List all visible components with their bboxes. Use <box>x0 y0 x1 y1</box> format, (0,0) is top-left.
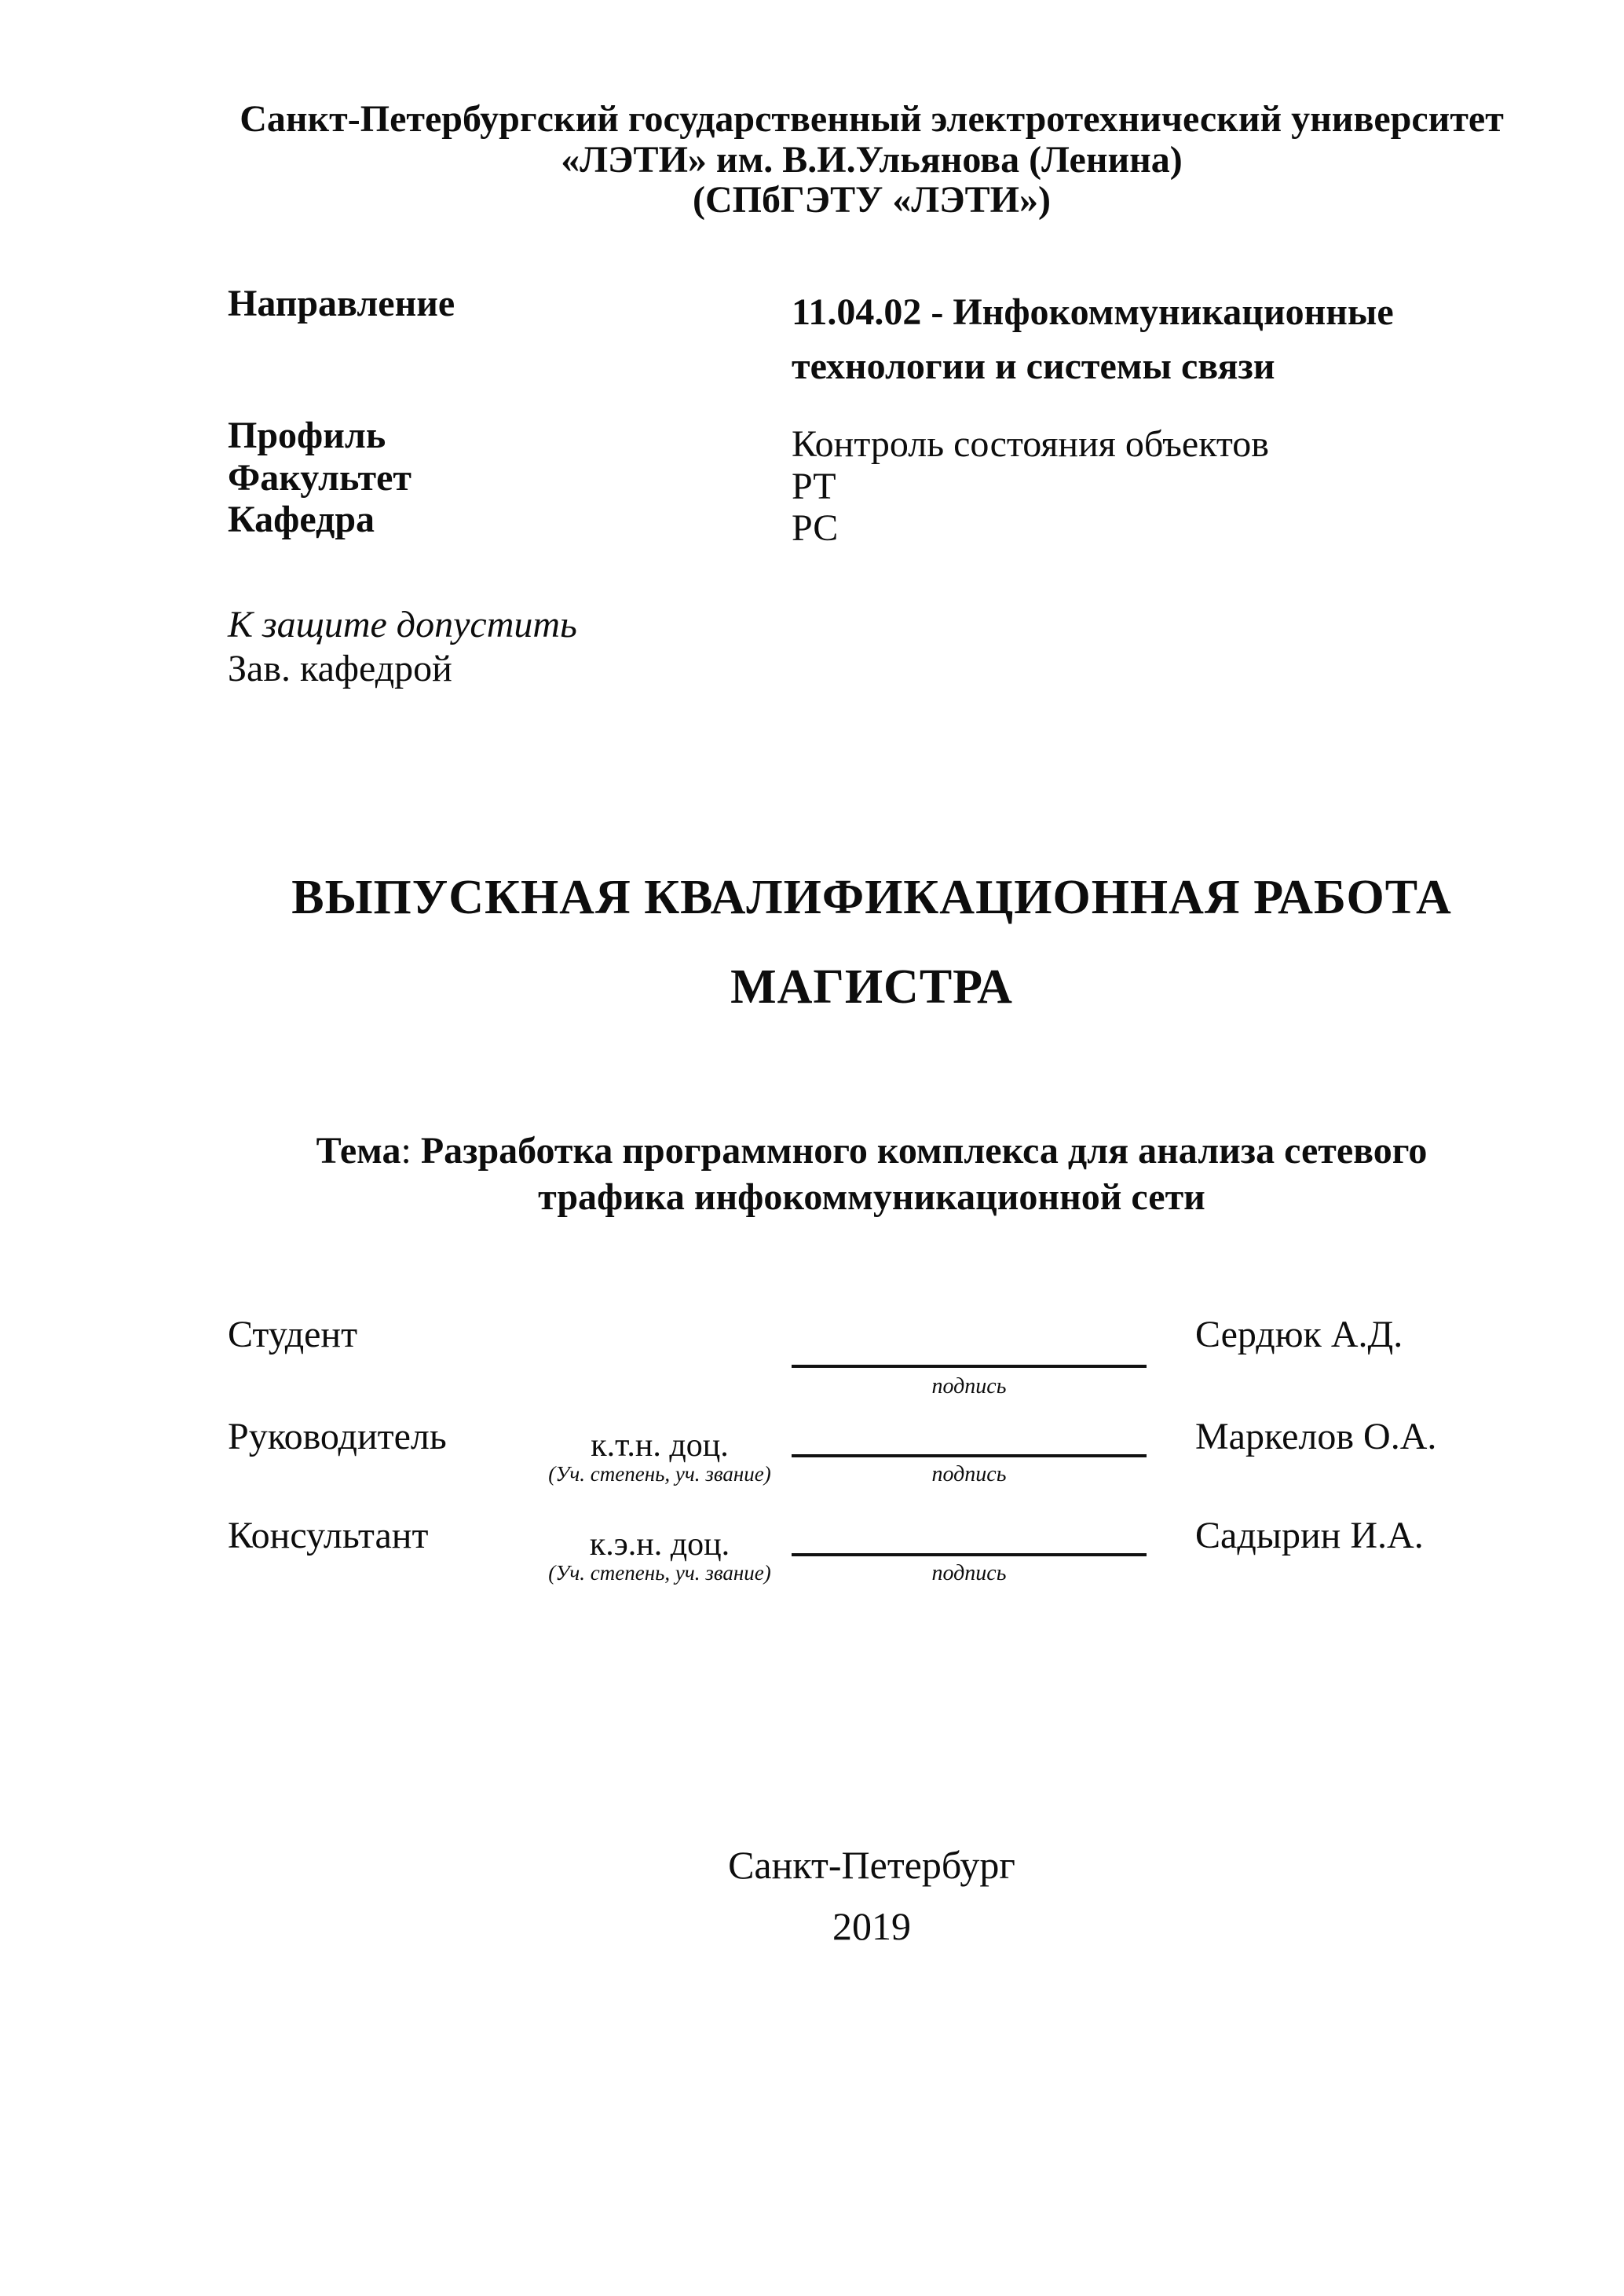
page-title-line-1: ВЫПУСКНАЯ КВАЛИФИКАЦИОННАЯ РАБОТА <box>291 871 1452 924</box>
department-value: РС <box>792 507 839 549</box>
faculty-value: РТ <box>792 466 836 507</box>
direction-value <box>792 285 1514 393</box>
student-role-label: Студент <box>228 1314 358 1355</box>
topic-line-1 <box>228 1132 1516 1170</box>
head-of-department-line: Зав. кафедрой <box>228 648 452 689</box>
student-signature-line <box>792 1365 1147 1368</box>
consultant-role-label: Консультант <box>228 1515 429 1556</box>
student-name: Сердюк А.Д. <box>1195 1314 1403 1355</box>
page-title-line-2: МАГИСТРА <box>730 960 1013 1014</box>
university-header <box>228 99 1516 221</box>
topic-colon: : <box>401 1130 411 1172</box>
topic-label: Тема <box>316 1130 401 1172</box>
faculty-label: Факультет <box>228 457 411 499</box>
supervisor-role-label: Руководитель <box>228 1416 447 1457</box>
student-signature-caption: подпись <box>931 1374 1007 1398</box>
consultant-name: Садырин И.А. <box>1195 1515 1424 1556</box>
direction-value-line-2: технологии и системы связи <box>792 345 1275 387</box>
topic-line-2: трафика инфокоммуникационной сети <box>538 1176 1205 1218</box>
supervisor-signature-caption: подпись <box>931 1462 1007 1486</box>
supervisor-name: Маркелов О.А. <box>1195 1416 1437 1457</box>
consultant-signature-caption: подпись <box>931 1561 1007 1585</box>
consultant-degree-caption: (Уч. степень, уч. звание) <box>548 1561 771 1585</box>
footer-city: Санкт-Петербург <box>728 1843 1015 1887</box>
university-name-line-1: Санкт-Петербургский государственный электротехнический университет <box>240 98 1504 140</box>
direction-label: Направление <box>228 283 455 324</box>
topic-text-part-1: Разработка программного комплекса для анализа сетевого <box>420 1130 1428 1172</box>
footer-year: 2019 <box>832 1904 911 1948</box>
university-name-line-3: (СПбГЭТУ «ЛЭТИ») <box>693 179 1051 221</box>
consultant-signature-line <box>792 1553 1147 1556</box>
supervisor-degree: к.т.н. доц. <box>591 1428 729 1464</box>
consultant-degree: к.э.н. доц. <box>589 1526 730 1563</box>
supervisor-degree-caption: (Уч. степень, уч. звание) <box>548 1462 771 1486</box>
admission-line: К защите допустить <box>228 604 577 645</box>
profile-label: Профиль <box>228 415 386 456</box>
profile-value: Контроль состояния объектов <box>792 423 1269 465</box>
department-label: Кафедра <box>228 499 375 540</box>
supervisor-signature-line <box>792 1454 1147 1457</box>
university-name-line-2: «ЛЭТИ» им. В.И.Ульянова (Ленина) <box>561 138 1183 181</box>
admission-block <box>228 603 577 691</box>
direction-value-line-1: 11.04.02 - Инфокоммуникационные <box>792 291 1394 333</box>
